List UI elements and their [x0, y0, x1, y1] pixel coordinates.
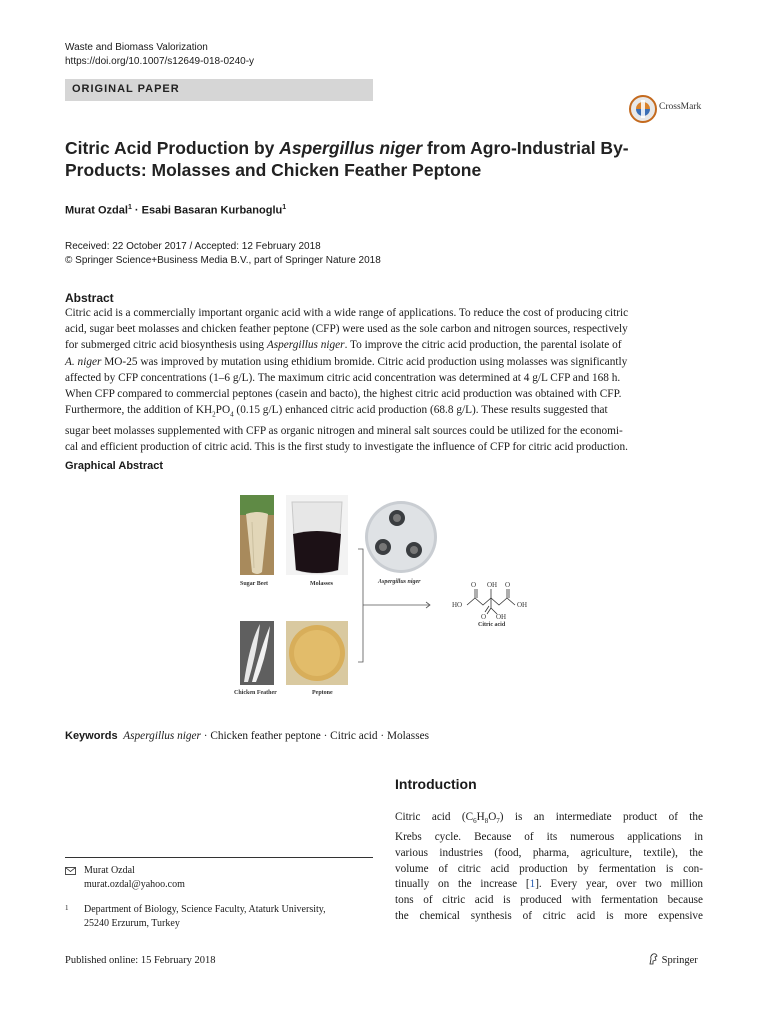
- received-accepted: Received: 22 October 2017 / Accepted: 12 February 2018: [65, 241, 321, 252]
- atom-label: O: [481, 613, 487, 621]
- doi-link[interactable]: https://doi.org/10.1007/s12649-018-0240-y: [65, 56, 255, 67]
- article-dates: [65, 240, 381, 268]
- molasses-photo: [286, 495, 348, 575]
- atom-label: O: [471, 581, 477, 589]
- copyright-notice: © Springer Science+Business Media B.V., part of Springer Nature 2018: [65, 255, 381, 266]
- footnote-divider: [65, 857, 373, 858]
- introduction-body: Citric acid $(C_6H_8O_7)$ is an intermediate product of the Krebs cycle. Because of its numerous applications in various industries (food, pharma, agriculture, textile), the volume of citric acid production by fermentation is con- tinually on the increase [1]. Every year, over two million tons of citric acid is produced with fermentation because the chemical synthesis of citric acid is more expensive: [395, 811, 703, 923]
- atom-label: HO: [452, 601, 463, 609]
- chicken-feather-photo: [240, 621, 274, 685]
- affiliation-number: 1: [65, 904, 69, 912]
- peptone-photo: [286, 621, 348, 685]
- crossmark-badge[interactable]: [628, 94, 704, 122]
- author-list: Murat Ozdal$^1$ · Esabi Basaran Kurbanoglu$^1$: [65, 204, 287, 217]
- introduction-heading: Introduction: [395, 776, 477, 792]
- atom-label: OH: [487, 581, 498, 589]
- label-chicken-feather: Chicken Feather: [234, 690, 277, 696]
- citation-link[interactable]: 1: [529, 878, 536, 891]
- article-type-label: ORIGINAL PAPER: [72, 83, 180, 95]
- aspergillus-culture-photo: [365, 501, 437, 573]
- published-date: Published online: 15 February 2018: [65, 955, 216, 966]
- journal-header: [65, 41, 254, 69]
- abstract-heading: Abstract: [65, 291, 114, 305]
- crossmark-label: CrossMark: [659, 102, 702, 112]
- atom-label: OH: [517, 601, 528, 609]
- publisher-name: Springer: [661, 955, 698, 966]
- abstract-body: Citric acid is a commercially important organic acid with a wide range of applications. To reduce the cost of producing citric acid, sugar beet molasses and chicken feather peptone (CFP) were used as the sole carbon and nitrogen sources, respectively for submerged citric acid biosynthesis using Aspergillus niger. To improve the citric acid production, the parental isolate of A. niger MO-25 was improved by mutation using ethidium bromide. Citric acid production using molasses was significantly affected by CFP concentrations (1–6 g/L). The maximum citric acid concentration was determined at 4 g/L CFP and 168 h. When CFP compared to commercial peptones (casein and bacto), the highest citric acid production was obtained with CFP. Furthermore, the addition of $KH_2PO_4$ (0.15 g/L) enhanced citric acid production (68.8 g/L). These results suggested that sugar beet molasses supplemented with CFP as organic nitrogen and mineral salt sources could be utilized for the economi- cal and efficient production of citric acid. This is the first study to investigate the influence of CFP for citric acid production.: [65, 307, 629, 453]
- graphical-abstract-heading: Graphical Abstract: [65, 460, 164, 472]
- atom-label: O: [505, 581, 511, 589]
- article-title: Citric Acid Production by Aspergillus niger from Agro-Industrial By- Products: Molasses and Chicken Feather Peptone: [65, 138, 629, 180]
- citric-acid-structure: [467, 589, 515, 614]
- keyword: Aspergillus niger: [123, 730, 201, 742]
- journal-name: Waste and Biomass Valorization: [65, 42, 208, 53]
- label-peptone: Peptone: [312, 690, 333, 696]
- author-name[interactable]: Murat Ozdal: [65, 204, 128, 217]
- sugar-beet-photo: [240, 495, 274, 575]
- corresponding-author: [65, 864, 185, 892]
- label-sugar-beet: Sugar Beet: [240, 581, 269, 587]
- keyword-list: · Chicken feather peptone · Citric acid · Molasses: [200, 730, 430, 742]
- publisher-logo: [648, 953, 698, 966]
- contact-name: Murat Ozdal: [84, 865, 135, 876]
- label-organism: Aspergillus niger: [378, 579, 421, 585]
- atom-label: OH: [496, 613, 507, 621]
- envelope-icon: [65, 867, 76, 875]
- title-species: Aspergillus niger: [279, 138, 423, 158]
- label-citric-acid: Citric acid: [478, 622, 506, 628]
- author-name[interactable]: Esabi Basaran Kurbanoglu: [141, 204, 283, 217]
- springer-horse-icon: [648, 953, 659, 965]
- article-type-banner: [65, 79, 373, 101]
- affiliation: 1 Department of Biology, Science Faculty, Ataturk University, 25240 Erzurum, Turkey: [65, 903, 326, 931]
- graphical-abstract-figure: [230, 492, 540, 702]
- crossmark-icon: [628, 94, 658, 124]
- keywords-heading: Keywords: [65, 730, 118, 742]
- contact-email[interactable]: murat.ozdal@yahoo.com: [84, 879, 185, 890]
- label-molasses: Molasses: [310, 581, 333, 587]
- keywords: [65, 730, 429, 742]
